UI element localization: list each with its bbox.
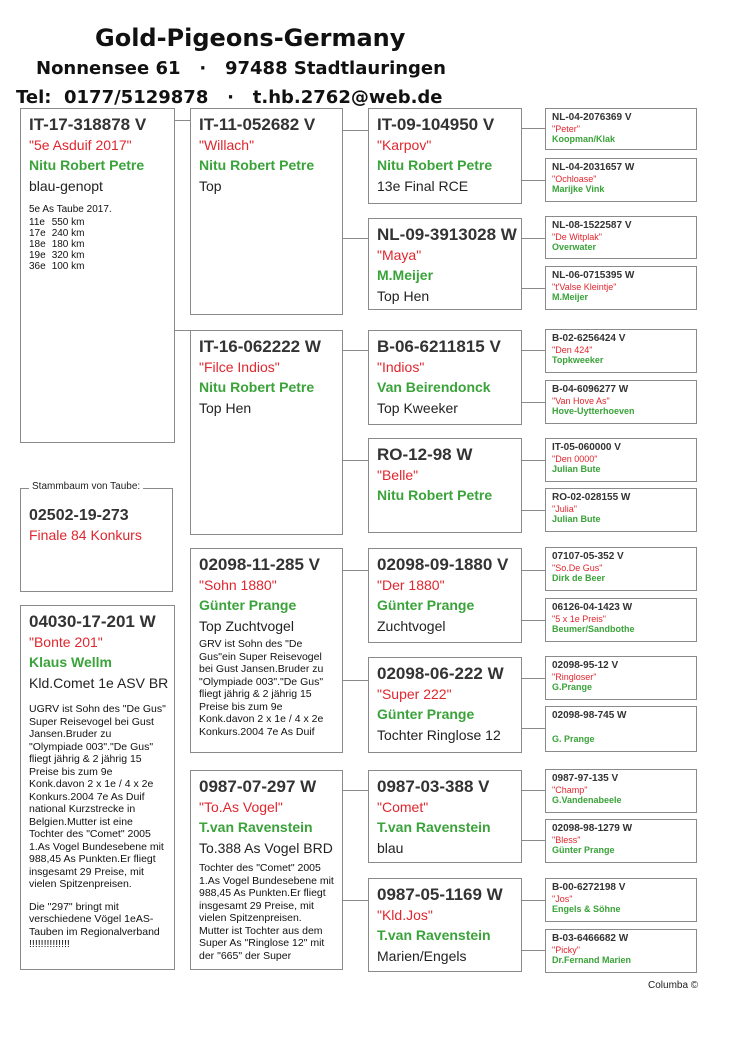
pigeon-description: Zuchtvogel <box>377 618 446 634</box>
breeder-name: T.van Ravenstein <box>377 819 491 835</box>
great-grandparent-card <box>545 329 697 373</box>
ring-number: 0987-05-1169 W <box>377 885 503 904</box>
ring-number: IT-16-062222 W <box>199 337 321 356</box>
results-table <box>29 217 90 272</box>
connector-line <box>522 900 545 901</box>
breeder-name: Nitu Robert Petre <box>377 487 493 503</box>
great-grandparent-card <box>545 158 697 202</box>
ring-number: NL-04-2031657 W <box>552 162 635 173</box>
pigeon-name: "Den 424" <box>552 345 593 355</box>
ring-number: RO-02-028155 W <box>552 492 631 503</box>
pigeon-name: "Bless" <box>552 835 581 845</box>
pigeon-name: "Willach" <box>199 137 255 153</box>
ring-number: 06126-04-1423 W <box>552 602 633 613</box>
sibling-card <box>20 481 173 592</box>
connector-line <box>522 510 545 511</box>
breeder-name: G. Prange <box>552 734 595 744</box>
connector-line <box>343 460 368 461</box>
connector-line <box>522 678 545 679</box>
connector-line <box>175 330 190 331</box>
ring-number: NL-08-1522587 V <box>552 220 632 231</box>
results-title: 5e As Taube 2017. <box>29 204 112 215</box>
contact-line: Tel: 0177/5129878 · t.hb.2762@web.de <box>16 87 443 108</box>
pigeon-name: "Super 222" <box>377 686 452 702</box>
pigeon-name: "Champ" <box>552 785 588 795</box>
ring-number: NL-06-0715395 W <box>552 270 635 281</box>
result-row: 11e 550 km <box>29 216 85 228</box>
breeder-name: M.Meijer <box>552 292 589 302</box>
pigeon-description: Top Zuchtvogel <box>199 618 294 634</box>
ring-number: RO-12-98 W <box>377 445 473 464</box>
pigeon-description: blau <box>377 840 404 856</box>
pigeon-name: "Ringloser" <box>552 672 597 682</box>
sibling-title: Stammbaum von Taube: <box>29 481 143 492</box>
ring-number: 0987-07-297 W <box>199 777 317 796</box>
pigeon-name: "Jos" <box>552 894 573 904</box>
breeder-name: Nitu Robert Petre <box>199 379 315 395</box>
ring-number: 02098-98-1279 W <box>552 823 633 834</box>
breeder-name: Klaus Wellm <box>29 654 112 670</box>
connector-line <box>522 350 545 351</box>
breeder-name: Beumer/Sandbothe <box>552 624 635 634</box>
pigeon-description: Top Kweeker <box>377 400 458 416</box>
ring-number: B-00-6272198 V <box>552 882 626 893</box>
connector-line <box>343 350 368 351</box>
ring-number: 02098-95-12 V <box>552 660 619 671</box>
breeder-name: Günter Prange <box>377 597 475 613</box>
pigeon-description: To.388 As Vogel BRD <box>199 840 333 856</box>
breeder-name: Van Beirendonck <box>377 379 491 395</box>
great-grandparent-card <box>545 706 697 752</box>
great-grandparent-card <box>545 108 697 150</box>
pigeon-name: "De Witplak" <box>552 232 602 242</box>
connector-line <box>522 128 545 129</box>
breeder-name: Dr.Fernand Marien <box>552 955 632 965</box>
ring-number: B-06-6211815 V <box>377 337 501 356</box>
great-grandparent-card <box>545 878 697 922</box>
connector-line <box>522 950 545 951</box>
pigeon-description: Marien/Engels <box>377 948 467 964</box>
pigeon-name: "Ochloase" <box>552 174 597 184</box>
grandparent-card <box>368 657 522 753</box>
breeder-name: Nitu Robert Petre <box>29 157 145 173</box>
pigeon-name: "Kld.Jos" <box>377 907 433 923</box>
connector-line <box>522 790 545 791</box>
pigeon-name: "So.De Gus" <box>552 563 603 573</box>
ring-number: 02098-98-745 W <box>552 710 627 721</box>
subject-card <box>20 108 175 443</box>
connector-line <box>522 238 545 239</box>
great-grandparent-card <box>545 929 697 973</box>
breeder-name: Nitu Robert Petre <box>377 157 493 173</box>
result-row: 17e 240 km <box>29 227 85 239</box>
ring-number: NL-04-2076369 V <box>552 112 632 123</box>
grandparent-card <box>368 878 522 972</box>
connector-line <box>522 728 545 729</box>
great-grandparent-card <box>545 769 697 813</box>
breeder-name: Topkweeker <box>552 355 604 365</box>
breeder-name: Julian Bute <box>552 514 601 524</box>
parent-card <box>190 330 343 535</box>
connector-line <box>522 180 545 181</box>
grandparent-card <box>368 438 522 533</box>
pigeon-name: "Belle" <box>377 467 419 483</box>
ring-number: 02098-09-1880 V <box>377 555 509 574</box>
ring-number: 0987-03-388 V <box>377 777 490 796</box>
connector-line <box>522 620 545 621</box>
ring-number: 02098-11-285 V <box>199 555 320 574</box>
footer-credit: Columba © <box>648 980 699 991</box>
great-grandparent-card <box>545 266 697 310</box>
pigeon-description: Tochter Ringlose 12 <box>377 727 501 743</box>
connector-line <box>343 130 368 131</box>
breeder-name: Hove-Uytterhoeven <box>552 406 635 416</box>
great-grandparent-card <box>545 380 697 424</box>
pigeon-name: "Picky" <box>552 945 580 955</box>
parent-card <box>190 770 343 970</box>
pedigree-notes-extra: Die "297" bringt mit verschiedene Vögel 1eAS-Tauben im Regionalverband !!!!!!!!!!!!!! <box>29 900 160 950</box>
breeder-name: T.van Ravenstein <box>199 819 313 835</box>
great-grandparent-card <box>545 438 697 482</box>
breeder-name: M.Meijer <box>377 267 434 283</box>
breeder-name: Nitu Robert Petre <box>199 157 315 173</box>
ring-number: 02098-06-222 W <box>377 664 504 683</box>
pigeon-name: "Peter" <box>552 124 580 134</box>
pigeon-description: blau-genopt <box>29 178 103 194</box>
breeder-name: Günter Prange <box>552 845 615 855</box>
breeder-name: Günter Prange <box>377 706 475 722</box>
breeder-name: Julian Bute <box>552 464 601 474</box>
ring-number: 0987-97-135 V <box>552 773 619 784</box>
grandparent-card <box>368 218 522 310</box>
pigeon-name: "To.As Vogel" <box>199 799 283 815</box>
connector-line <box>343 790 368 791</box>
pigeon-name: "t'Valse Kleintje" <box>552 282 617 292</box>
pigeon-description: Top Hen <box>377 288 430 304</box>
pigeon-name: "Den 0000" <box>552 454 598 464</box>
result-row: 19e 320 km <box>29 249 85 261</box>
parent-card <box>190 548 343 753</box>
connector-line <box>522 288 545 289</box>
ring-number: IT-11-052682 V <box>199 115 316 134</box>
breeder-name: Marijke Vink <box>552 184 605 194</box>
pedigree-notes: Tochter des "Comet" 2005 1.As Vogel Bundesebene mit 988,45 As Punkten.Er fliegt insgesamt 29 Preise, mit vielen Spitzenpreisen. Mutter ist Tochter aus dem Super As "Ringlose 12" mit der "665" der Super <box>199 862 334 962</box>
pigeon-name: "Julia" <box>552 504 577 514</box>
pigeon-description: 13e Final RCE <box>377 178 469 194</box>
great-grandparent-card <box>545 819 697 863</box>
connector-line <box>522 402 545 403</box>
ring-number: B-04-6096277 W <box>552 384 629 395</box>
pedigree-notes: UGRV ist Sohn des "De Gus" Super Reisevogel bei Gust Jansen.Bruder zu "Olympiade 003"."De Gus" fliegt jährig & 2 jährig 15 Preise bis zum 9e Konk.davon 2 x 1e / 4 x 2e Konkurs.2004 7e As Duif national Kurzstrecke in Belgien.Mutter ist eine Tochter des "Comet" 2005 1.As Vogel Bundesebene mit 988,45 As Punkten.Er fliegt insgesamt 29 Preise, mit vielen Spitzenpreisen. <box>29 703 166 890</box>
grandparent-card <box>368 108 522 204</box>
pigeon-name: "Comet" <box>377 799 429 815</box>
ring-number: IT-17-318878 V <box>29 115 147 134</box>
breeder-name: Dirk de Beer <box>552 573 606 583</box>
pigeon-name: "5 x 1e Preis" <box>552 614 606 624</box>
pigeon-description: Top Hen <box>199 400 252 416</box>
pigeon-name: "Sohn 1880" <box>199 577 277 593</box>
connector-line <box>343 238 368 239</box>
great-grandparent-card <box>545 598 697 642</box>
connector-line <box>343 570 368 571</box>
breeder-name: Koopman/Klak <box>552 134 616 144</box>
connector-line <box>522 460 545 461</box>
ring-number: 07107-05-352 V <box>552 551 624 562</box>
pigeon-name: "Der 1880" <box>377 577 445 593</box>
breeder-name: Günter Prange <box>199 597 297 613</box>
breeder-name: G.Prange <box>552 682 593 692</box>
pigeon-name: "Bonte 201" <box>29 634 103 650</box>
breeder-name: G.Vandenabeele <box>552 795 622 805</box>
great-grandparent-card <box>545 656 697 700</box>
great-grandparent-card <box>545 488 697 532</box>
pigeon-name: "Maya" <box>377 247 422 263</box>
grandparent-card <box>368 770 522 863</box>
parent-card <box>190 108 343 315</box>
pedigree-notes: GRV ist Sohn des "De Gus"ein Super Reisevogel bei Gust Jansen.Bruder zu "Olympiade 003"."De Gus" fliegt jährig & 2 jährig 15 Preise bis zum 9e Konk.davon 2 x 1e / 4 x 2e Konkurs.2004 7e As Duif <box>199 638 324 738</box>
connector-line <box>343 900 368 901</box>
result-row: 18e 180 km <box>29 238 85 250</box>
grandparent-card <box>368 548 522 643</box>
ring-number: 02502-19-273 <box>29 507 129 524</box>
pigeon-name: "Filce Indios" <box>199 359 280 375</box>
connector-line <box>343 680 368 681</box>
ring-number: IT-05-060000 V <box>552 442 621 453</box>
sibling-card <box>20 605 175 970</box>
ring-number: IT-09-104950 V <box>377 115 495 134</box>
breeder-name: T.van Ravenstein <box>377 927 491 943</box>
great-grandparent-card <box>545 216 697 259</box>
pigeon-name: "5e Asduif 2017" <box>29 137 132 153</box>
pigeon-name: "Karpov" <box>377 137 432 153</box>
ring-number: B-03-6466682 W <box>552 933 629 944</box>
result-row: 36e 100 km <box>29 260 85 272</box>
connector-line <box>522 840 545 841</box>
pigeon-name: "Indios" <box>377 359 425 375</box>
ring-number: NL-09-3913028 W <box>377 225 517 244</box>
connector-line <box>175 120 190 121</box>
pigeon-description: Top <box>199 178 222 194</box>
ring-number: B-02-6256424 V <box>552 333 626 344</box>
breeder-name: Overwater <box>552 242 597 252</box>
pigeon-description: Kld.Comet 1e ASV BR <box>29 675 169 691</box>
address-line: Nonnensee 61 · 97488 Stadtlauringen <box>36 58 446 79</box>
pigeon-name: "Van Hove As" <box>552 396 610 406</box>
breeder-name: Engels & Söhne <box>552 904 621 914</box>
page-title: Gold-Pigeons-Germany <box>95 24 406 52</box>
grandparent-card <box>368 330 522 425</box>
great-grandparent-card <box>545 547 697 591</box>
pigeon-description: Finale 84 Konkurs <box>29 527 142 543</box>
connector-line <box>522 570 545 571</box>
ring-number: 04030-17-201 W <box>29 612 156 631</box>
